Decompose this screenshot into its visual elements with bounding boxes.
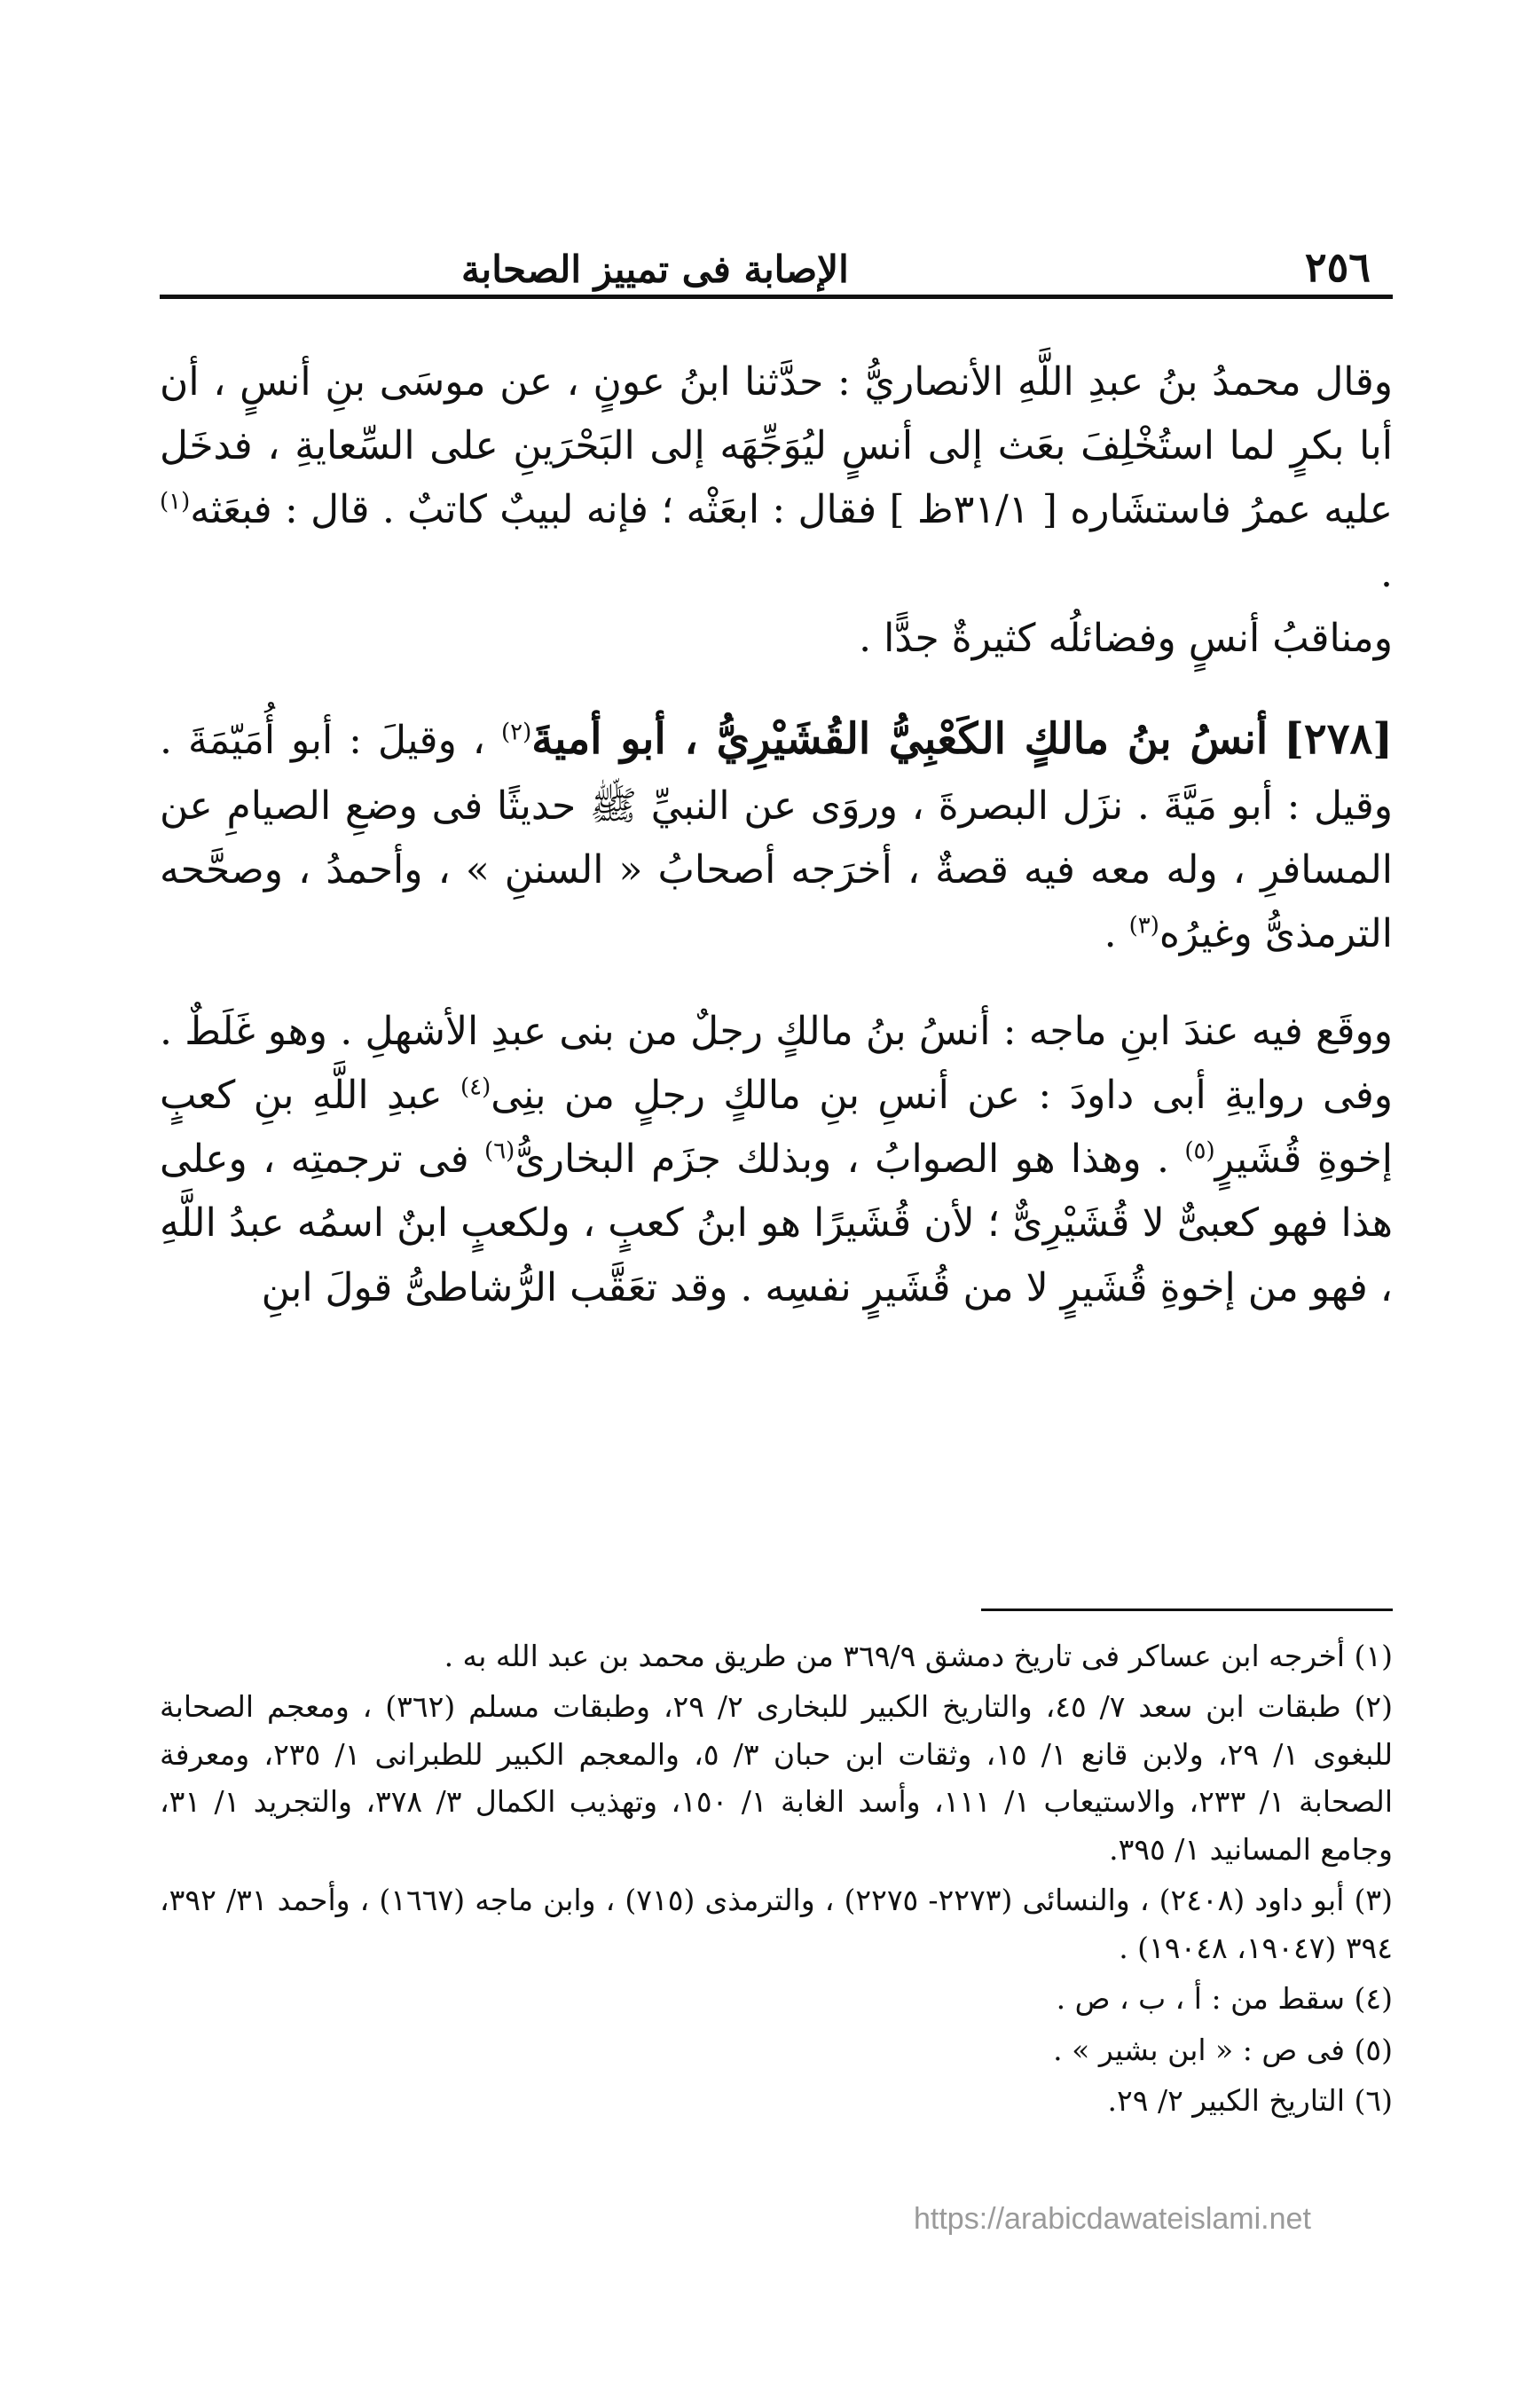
footnotes (160, 1632, 1393, 2128)
footnote-5: (٥) فى ص : « ابن بشير » . (1053, 2032, 1393, 2067)
entry-278 (160, 704, 1393, 966)
page-number: ٢٥٦ (1304, 243, 1371, 291)
header-rule (160, 295, 1393, 299)
page-header (160, 202, 1393, 291)
footnote-2: (٢) طبقات ابن سعد ٧/ ٤٥، والتاريخ الكبير للبخارى ٢/ ٢٩، وطبقات مسلم (٣٦٢) ، ومعجم الصحابة للبغوى ١/ ٢٩، ولابن قانع ١/ ١٥، وثقات ابن حبان ٣/ ٥، والمعجم الكبير للطبرانى ١/ ٢٣٥، ومعرفة الصحابة ١/ ٢٣٣، والاستيعاب ١/ ١١١، وأسد الغابة ١/ ١٥٠، وتهذيب الكمال ٣/ ٣٧٨، والتجريد ١/ ٣١، وجامع المسانيد ١/ ٣٩٥. (160, 1689, 1394, 1867)
footnote-3: (٣) أبو داود (٢٤٠٨) ، والنسائى (٢٢٧٣- ٢٢٧٥) ، والترمذى (٧١٥) ، وابن ماجه (١٦٦٧) ، وأحمد ٣١/ ٣٩٢، ٣٩٤ (١٩٠٤٧، ١٩٠٤٨) . (160, 1883, 1393, 1965)
entry-number: [٢٧٨] (1284, 713, 1393, 764)
entry-end: . (1104, 910, 1129, 956)
footnote-ref-5: (٥) (1184, 1137, 1215, 1165)
paragraph-4 (160, 1000, 1393, 1320)
watermark-url: https://arabicdawateislami.net (914, 2202, 1311, 2236)
footnote-6: (٦) التاريخ الكبير ٢/ ٢٩. (1107, 2083, 1393, 2119)
footnote-ref-2: (٢) (500, 719, 532, 746)
paragraph-4-part-1: ووقَع فيه عندَ ابنِ ماجه : أنسُ بنُ مالكٍ رجلٌ من بنى عبدِ الأشهلِ . وهو غَلَطٌ . وفى روايةِ أبى داودَ : عن أنسِ بنِ مالكٍ رجلٍ من بنِى (160, 1008, 1393, 1119)
paragraph-1 (160, 350, 1393, 607)
entry-name: أنسُ بنُ مالكٍ الكَعْبِيُّ القُشَيْرِيُّ ، أبو أميةَ (531, 713, 1269, 764)
footnote-ref-1: (١) (160, 488, 191, 515)
footnote-ref-4: (٤) (460, 1074, 491, 1101)
running-title: الإصابة فى تمييز الصحابة (461, 248, 849, 291)
paragraph-4-part-4: فى ترجمتِه ، وعلى هذا فهو كعبىٌّ لا قُشَيْرِىٌّ ؛ لأن قُشَيرًا هو ابنُ كعبٍ ، ولكعبٍ ابنٌ اسمُه عبدُ اللَّهِ ، فهو من إخوةِ قُشَيرٍ لا من قُشَيرٍ نفسِه . وقد تعَقَّب الرُّشاطىُّ قولَ ابنِ (160, 1137, 1393, 1310)
paragraph-4-part-3: . وهذا هو الصوابُ ، وبذلك جزَم البخارىُّ (515, 1137, 1185, 1183)
footnote-separator (981, 1609, 1393, 1611)
paragraph-2: ومناقبُ أنسٍ وفضائلُه كثيرةٌ جدًّا . (859, 615, 1393, 661)
paragraph-4-part-2: عبدِ اللَّهِ بنِ كعبٍ إخوةِ قُشَيرٍ (160, 1073, 1393, 1183)
footnote-ref-6: (٦) (484, 1137, 515, 1165)
entry-text: ، وقيلَ : أبو أُمَيّمَةَ . وقيل : أبو مَيَّةَ . نزَل البصرةَ ، وروَى عن النبيِّ ﷺ حديثًا فى وضعِ الصيامِ عن المسافرِ ، وله معه فيه قصةٌ ، أخرَجه أصحابُ « السننِ » ، وأحمدُ ، وصحَّحه الترمذىُّ وغيرُه (160, 717, 1393, 956)
footnote-ref-3: (٣) (1128, 912, 1159, 940)
footnote-4: (٤) سقط من : أ ، ب ، ص . (1056, 1981, 1393, 2017)
paragraph-1-end: . (1380, 551, 1393, 597)
paragraph-1-text: وقال محمدُ بنُ عبدِ اللَّهِ الأنصاريُّ : حدَّثنا ابنُ عونٍ ، عن موسَى بنِ أنسٍ ، أن أبا بكرٍ لما استُخْلِفَ بعَث إلى أنسٍ ليُوَجِّهَه إلى البَحْرَينِ على السِّعايةِ ، فدخَل عليه عمرُ فاستشَاره [ ٣١/١ظ ] فقال : ابعَثْه ؛ فإنه لبيبٌ كاتبٌ . قال : فبعَثه (160, 359, 1393, 533)
main-text (160, 350, 1393, 1320)
footnote-1: (١) أخرجه ابن عساكر فى تاريخ دمشق ٣٦٩/٩ من طريق محمد بن عبد الله به . (444, 1639, 1393, 1673)
